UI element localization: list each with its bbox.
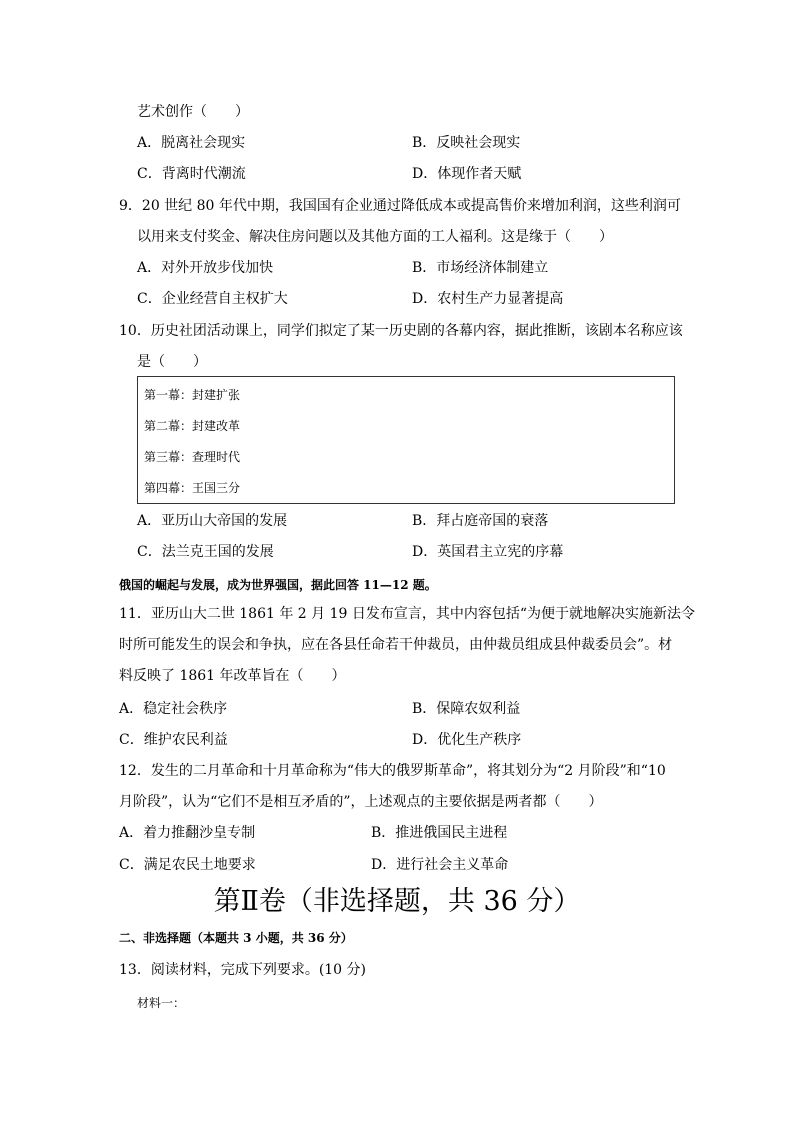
act-3: 第三幕：查理时代 xyxy=(144,450,241,464)
q8-option-d[interactable]: D．体现作者天赋 xyxy=(412,166,522,182)
q13-stem: 13．阅读材料，完成下列要求。(10 分) xyxy=(119,962,367,978)
q9-stem-line1: 9．20 世纪 80 年代中期，我国国有企业通过降低成本或提高售价来增加利润，这些利润可 xyxy=(119,198,681,214)
q12-stem-line1: 12．发生的二月革命和十月革命称为“伟大的俄罗斯革命”，将其划分为“2 月阶段”和“10 xyxy=(119,763,666,779)
q9-option-a[interactable]: A．对外开放步伐加快 xyxy=(137,260,274,276)
q9-option-d[interactable]: D．农村生产力显著提高 xyxy=(412,291,564,307)
q12-option-c[interactable]: C．满足农民土地要求 xyxy=(119,857,256,873)
section-ii-heading: 二、非选择题（本题共 3 小题，共 36 分） xyxy=(119,931,353,945)
act-1: 第一幕：封建扩张 xyxy=(144,388,241,402)
q12-stem-line2: 月阶段”，认为“它们不是相互矛盾的”，上述观点的主要依据是两者都（ ） xyxy=(119,794,603,810)
q11-stem-line2: 时所可能发生的误会和争执，应在各县任命若干仲裁员，由仲裁员组成县仲裁委员会”。材 xyxy=(119,637,673,653)
q11-option-b[interactable]: B．保障农奴利益 xyxy=(412,701,521,717)
q8-option-b[interactable]: B．反映社会现实 xyxy=(412,135,521,151)
q11-12-intro: 俄国的崛起与发展，成为世界强国，据此回答 11—12 题。 xyxy=(119,578,437,592)
q12-option-d[interactable]: D．进行社会主义革命 xyxy=(371,857,509,873)
q11-stem-line1: 11．亚历山大二世 1861 年 2 月 19 日发布宣言，其中内容包括“为便于就地解决实施新法令 xyxy=(119,606,696,622)
q9-option-b[interactable]: B．市场经济体制建立 xyxy=(412,260,549,276)
q12-option-a[interactable]: A．着力推翻沙皇专制 xyxy=(119,825,256,841)
q10-option-b[interactable]: B．拜占庭帝国的衰落 xyxy=(412,513,549,529)
q8-option-a[interactable]: A．脱离社会现实 xyxy=(137,135,246,151)
q10-stem-line2: 是（ ） xyxy=(137,354,207,370)
q10-acts-box xyxy=(137,376,675,504)
q11-option-d[interactable]: D．优化生产秩序 xyxy=(412,732,522,748)
q11-option-a[interactable]: A．稳定社会秩序 xyxy=(119,701,228,717)
q9-option-c[interactable]: C．企业经营自主权扩大 xyxy=(137,291,288,307)
q10-option-c[interactable]: C．法兰克王国的发展 xyxy=(137,544,274,560)
q11-option-c[interactable]: C．维护农民利益 xyxy=(119,732,228,748)
act-4: 第四幕：王国三分 xyxy=(144,481,241,495)
q10-stem-line1: 10．历史社团活动课上，同学们拟定了某一历史剧的各幕内容，据此推断，该剧本名称应该 xyxy=(119,323,683,339)
q10-option-a[interactable]: A．亚历山大帝国的发展 xyxy=(137,513,288,529)
q8-option-c[interactable]: C．背离时代潮流 xyxy=(137,166,246,182)
q13-material-label: 材料一： xyxy=(137,996,186,1010)
q11-stem-line3: 料反映了 1861 年改革旨在（ ） xyxy=(119,668,346,684)
q12-option-b[interactable]: B．推进俄国民主进程 xyxy=(371,825,508,841)
q8-stem-tail: 艺术创作（ ） xyxy=(137,104,249,120)
act-2: 第二幕：封建改革 xyxy=(144,419,241,433)
q9-stem-line2: 以用来支付奖金、解决住房问题以及其他方面的工人福利。这是缘于（ ） xyxy=(137,229,613,245)
q10-option-d[interactable]: D．英国君主立宪的序幕 xyxy=(412,544,564,560)
section-ii-title: 第Ⅱ卷（非选择题，共 36 分） xyxy=(213,886,581,917)
